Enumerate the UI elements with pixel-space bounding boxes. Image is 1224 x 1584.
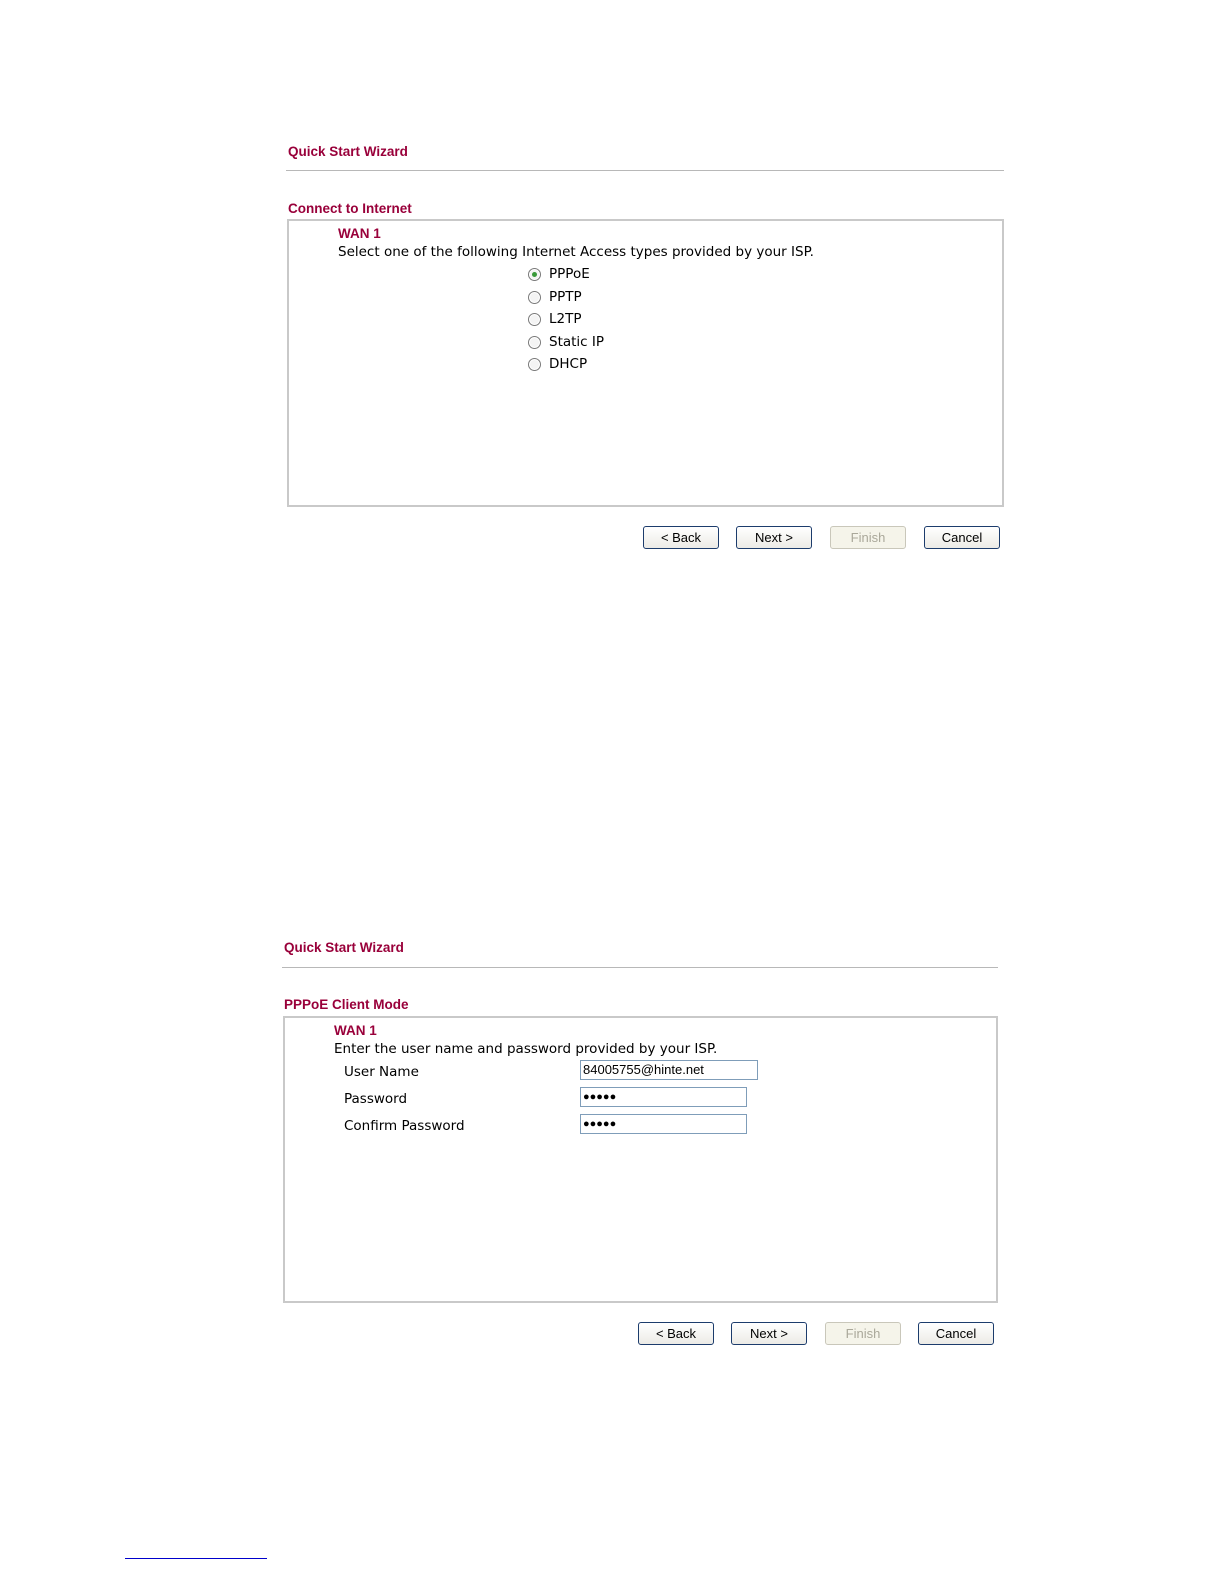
finish-button[interactable]: Finish bbox=[830, 526, 906, 549]
instruction-text: Enter the user name and password provided by your ISP. bbox=[334, 1041, 718, 1057]
confirm-password-input[interactable]: ●●●●● bbox=[580, 1114, 747, 1134]
radio-option-l2tp[interactable] bbox=[528, 309, 582, 329]
wan-label: WAN 1 bbox=[338, 226, 381, 241]
radio-button-icon[interactable] bbox=[528, 313, 541, 326]
radio-label: DHCP bbox=[549, 356, 588, 372]
cancel-button[interactable]: Cancel bbox=[924, 526, 1000, 549]
section-title: Connect to Internet bbox=[288, 201, 412, 216]
radio-option-dhcp[interactable] bbox=[528, 354, 587, 374]
back-button[interactable]: < Back bbox=[643, 526, 719, 549]
cancel-button[interactable]: Cancel bbox=[918, 1322, 994, 1345]
footnote-separator bbox=[125, 1558, 267, 1559]
next-button[interactable]: Next > bbox=[736, 526, 812, 549]
title-divider bbox=[282, 967, 998, 968]
password-label: Password bbox=[344, 1091, 408, 1107]
next-button[interactable]: Next > bbox=[731, 1322, 807, 1345]
username-label: User Name bbox=[344, 1064, 419, 1080]
back-button[interactable]: < Back bbox=[638, 1322, 714, 1345]
radio-button-icon[interactable] bbox=[528, 358, 541, 371]
radio-label: L2TP bbox=[549, 311, 582, 327]
wizard-pppoe-client-mode bbox=[282, 937, 998, 1357]
title-divider bbox=[286, 170, 1004, 171]
wizard-title: Quick Start Wizard bbox=[284, 940, 404, 955]
radio-button-icon[interactable] bbox=[528, 336, 541, 349]
options-panel bbox=[287, 219, 1004, 507]
wizard-title: Quick Start Wizard bbox=[288, 144, 408, 159]
radio-label: PPTP bbox=[549, 289, 582, 305]
finish-button[interactable]: Finish bbox=[825, 1322, 901, 1345]
radio-button-icon[interactable] bbox=[528, 268, 541, 281]
radio-button-icon[interactable] bbox=[528, 291, 541, 304]
radio-label: PPPoE bbox=[549, 266, 590, 282]
instruction-text: Select one of the following Internet Access types provided by your ISP. bbox=[338, 244, 814, 260]
password-input[interactable]: ●●●●● bbox=[580, 1087, 747, 1107]
confirm-password-label: Confirm Password bbox=[344, 1118, 465, 1134]
radio-label: Static IP bbox=[549, 334, 605, 350]
radio-option-static-ip[interactable] bbox=[528, 332, 604, 352]
radio-option-pppoe[interactable] bbox=[528, 264, 590, 284]
section-title: PPPoE Client Mode bbox=[284, 997, 409, 1012]
radio-option-pptp[interactable] bbox=[528, 287, 582, 307]
username-input[interactable]: 84005755@hinte.net bbox=[580, 1060, 758, 1080]
credentials-panel bbox=[283, 1016, 998, 1303]
wizard-connect-to-internet bbox=[286, 140, 1004, 560]
wan-label: WAN 1 bbox=[334, 1023, 377, 1038]
